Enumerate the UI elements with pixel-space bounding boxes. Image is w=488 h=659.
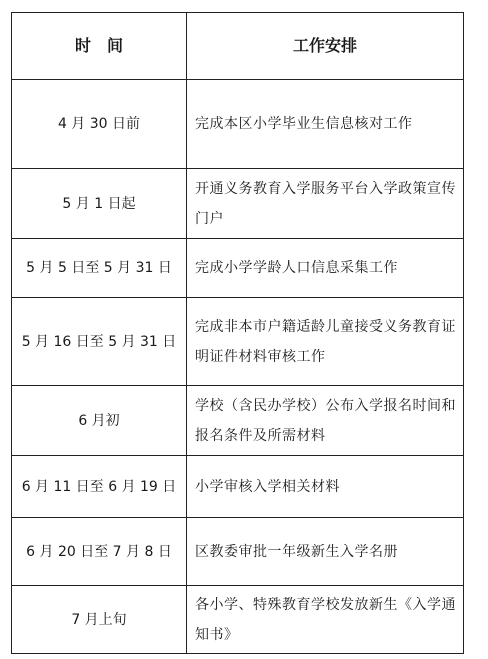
row-time: 6 月 11 日至 6 月 19 日 <box>12 456 187 518</box>
table-row <box>12 386 464 456</box>
row-task: 完成本区小学毕业生信息核对工作 <box>187 80 464 169</box>
header-time: 时 间 <box>12 13 187 80</box>
row-task: 完成非本市户籍适龄儿童接受义务教育证明证件材料审核工作 <box>187 298 464 386</box>
table-row <box>12 456 464 518</box>
row-task: 区教委审批一年级新生入学名册 <box>187 518 464 586</box>
table-row <box>12 80 464 169</box>
row-time: 4 月 30 日前 <box>12 80 187 169</box>
row-time: 7 月上旬 <box>12 586 187 654</box>
schedule-table <box>11 12 464 654</box>
table-row <box>12 586 464 654</box>
row-time: 5 月 16 日至 5 月 31 日 <box>12 298 187 386</box>
row-task: 完成小学学龄人口信息采集工作 <box>187 239 464 298</box>
row-task: 小学审核入学相关材料 <box>187 456 464 518</box>
row-time: 5 月 5 日至 5 月 31 日 <box>12 239 187 298</box>
row-time: 6 月 20 日至 7 月 8 日 <box>12 518 187 586</box>
table-row <box>12 239 464 298</box>
row-task: 各小学、特殊教育学校发放新生《入学通知书》 <box>187 586 464 654</box>
row-time: 5 月 1 日起 <box>12 169 187 239</box>
table-row <box>12 169 464 239</box>
row-time: 6 月初 <box>12 386 187 456</box>
row-task: 学校（含民办学校）公布入学报名时间和报名条件及所需材料 <box>187 386 464 456</box>
row-task: 开通义务教育入学服务平台入学政策宣传门户 <box>187 169 464 239</box>
table-header-row <box>12 13 464 80</box>
table-row <box>12 518 464 586</box>
table-row <box>12 298 464 386</box>
header-task: 工作安排 <box>187 13 464 80</box>
